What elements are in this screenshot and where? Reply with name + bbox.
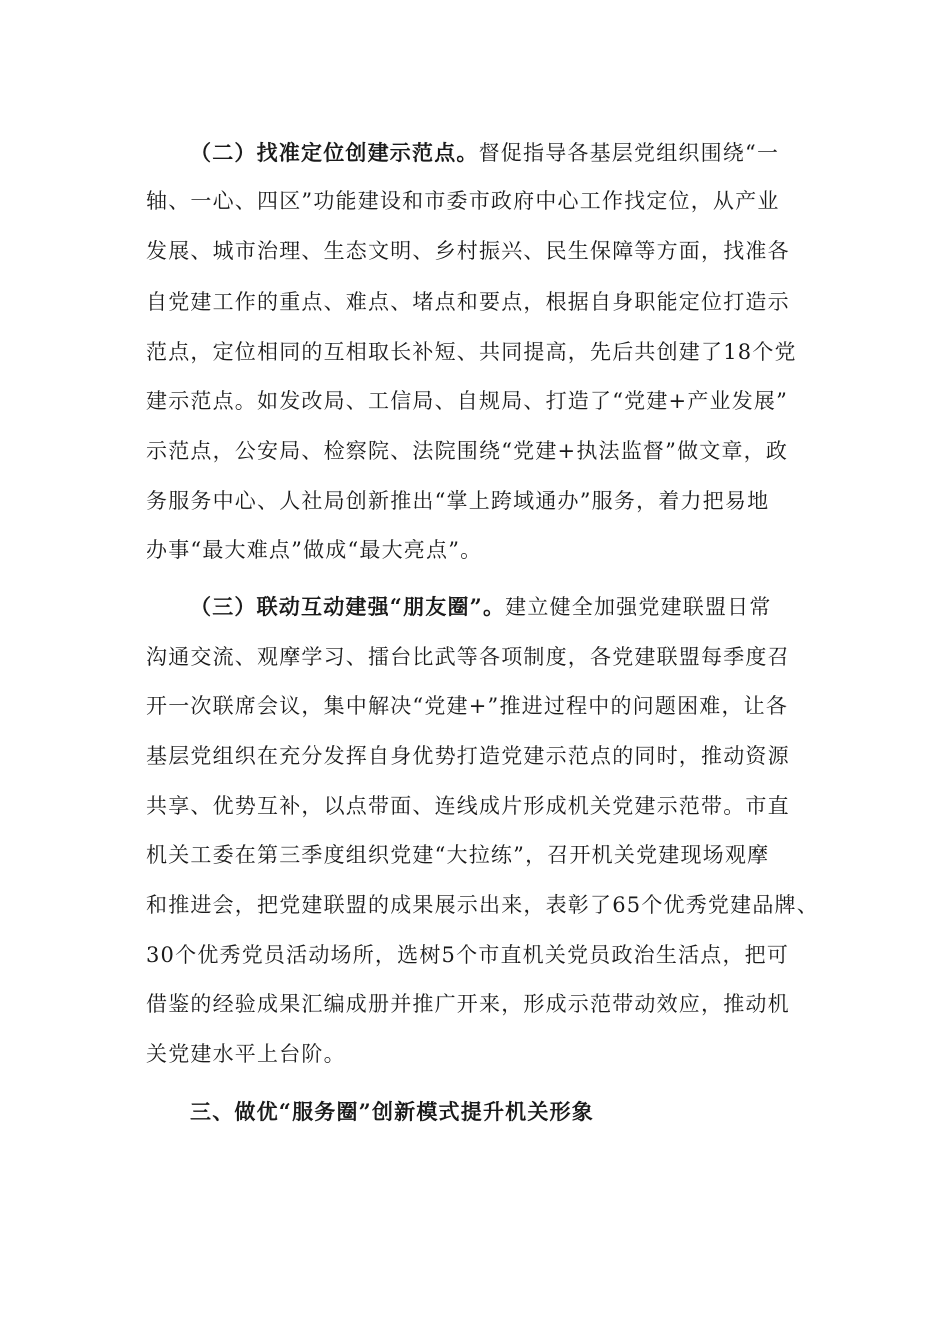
paragraph-line: 务服务中心、人社局创新推出“掌上跨域通办”服务，着力把易地	[146, 489, 770, 513]
paragraph-line: 基层党组织在充分发挥自身优势打造党建示范点的同时，推动资源	[146, 744, 790, 768]
paragraph-line: 发展、城市治理、生态文明、乡村振兴、民生保障等方面，找准各	[146, 239, 790, 263]
paragraph-line: 共享、优势互补，以点带面、连线成片形成机关党建示范带。市直	[146, 794, 790, 818]
paragraph-line: 借鉴的经验成果汇编成册并推广开来，形成示范带动效应，推动机	[146, 992, 790, 1016]
paragraph-line: 机关工委在第三季度组织党建“大拉练”，召开机关党建现场观摩	[146, 843, 770, 867]
paragraph-line: 办事“最大难点”做成“最大亮点”。	[146, 538, 483, 562]
paragraph-line: 示范点，公安局、检察院、法院围绕“党建+执法监督”做文章，政	[146, 439, 789, 463]
paragraph-line: 建示范点。如发改局、工信局、自规局、打造了“党建+产业发展”	[146, 389, 789, 413]
paragraph-line: 沟通交流、观摩学习、擂台比武等各项制度，各党建联盟每季度召	[146, 645, 790, 669]
section2-first-line	[190, 138, 779, 168]
part3-heading: 三、做优“服务圈”创新模式提升机关形象	[190, 1099, 594, 1124]
paragraph-line: 轴、一心、四区”功能建设和市委市政府中心工作找定位，从产业	[146, 189, 780, 213]
paragraph-line: 范点，定位相同的互相取长补短、共同提高，先后共创建了18个党	[146, 340, 797, 364]
paragraph-line: 开一次联席会议，集中解决“党建+”推进过程中的问题困难，让各	[146, 694, 789, 718]
paragraph-line: 30个优秀党员活动场所，选树5个市直机关党员政治生活点，把可	[146, 943, 790, 967]
section2-intro-text: 督促指导各基层党组织围绕“一	[478, 141, 780, 165]
paragraph-line: 和推进会，把党建联盟的成果展示出来，表彰了65个优秀党建品牌、	[146, 893, 819, 917]
section3-intro-text: 建立健全加强党建联盟日常	[505, 595, 772, 619]
section3-heading: （三）联动互动建强“朋友圈”。	[190, 594, 506, 619]
section3-first-line	[190, 592, 772, 622]
section2-heading: （二）找准定位创建示范点。	[190, 140, 479, 165]
paragraph-line: 自党建工作的重点、难点、堵点和要点，根据自身职能定位打造示	[146, 290, 790, 314]
paragraph-line: 关党建水平上台阶。	[146, 1042, 346, 1066]
